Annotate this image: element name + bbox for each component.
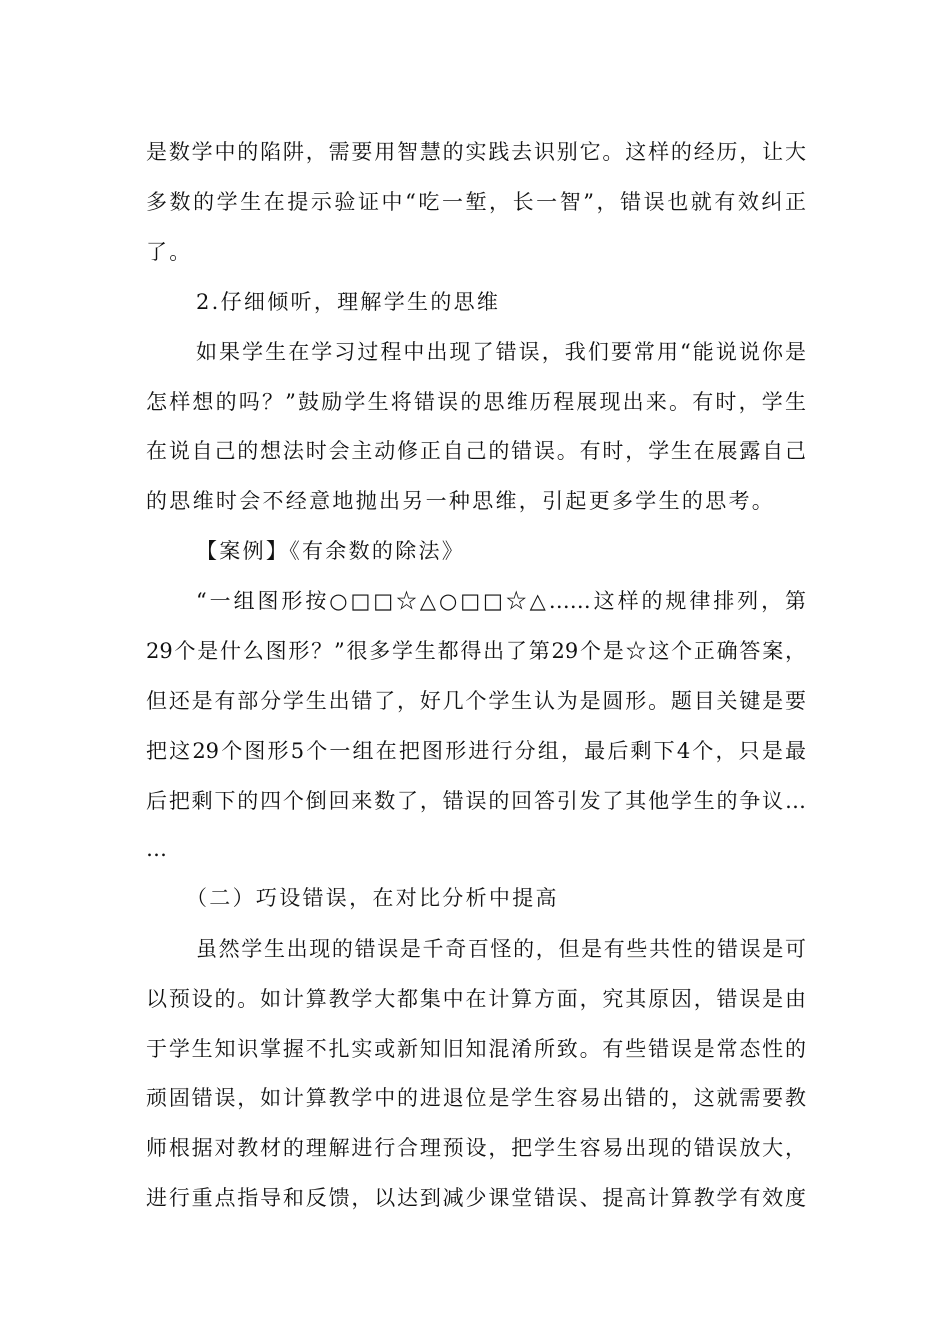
body-text-line: 多数的学生在提示验证中“吃一堑，长一智”，错误也就有效纠正 xyxy=(146,190,806,214)
case-heading: 【案例】《有余数的除法》 xyxy=(196,539,466,563)
body-text-line: 但还是有部分学生出错了，好几个学生认为是圆形。题目关键是要 xyxy=(146,689,806,713)
body-text-line: 于学生知识掌握不扎实或新知旧知混淆所致。有些错误是常态性的 xyxy=(146,1037,806,1061)
body-text-line: 如果学生在学习过程中出现了错误，我们要常用“能说说你是 xyxy=(196,340,806,364)
section-heading: （二）巧设错误，在对比分析中提高 xyxy=(186,886,559,910)
body-text-line: 的思维时会不经意地抛出另一种思维，引起更多学生的思考。 xyxy=(146,489,776,513)
body-text-line: 以预设的。如计算教学大都集中在计算方面，究其原因，错误是由 xyxy=(146,987,806,1011)
body-text-line: 在说自己的想法时会主动修正自己的错误。有时，学生在展露自己 xyxy=(146,439,806,463)
body-text-line: 是数学中的陷阱，需要用智慧的实践去识别它。这样的经历，让大 xyxy=(146,140,806,164)
body-text-line: 顽固错误，如计算教学中的进退位是学生容易出错的，这就需要教 xyxy=(146,1086,806,1110)
body-text-line: … xyxy=(146,837,170,861)
body-text-line: 了。 xyxy=(146,240,193,264)
body-text-line: “一组图形按○□□☆△○□□☆△……这样的规律排列，第 xyxy=(196,589,806,613)
body-text-line: 后把剩下的四个倒回来数了，错误的回答引发了其他学生的争议… xyxy=(146,789,806,813)
body-text-line: 29个是什么图形？”很多学生都得出了第29个是☆这个正确答案， xyxy=(146,639,806,663)
body-text-line: 怎样想的吗？”鼓励学生将错误的思维历程展现出来。有时，学生 xyxy=(146,390,806,414)
body-text-line: 进行重点指导和反馈，以达到减少课堂错误、提高计算教学有效度 xyxy=(146,1186,806,1210)
section-heading: 2.仔细倾听，理解学生的思维 xyxy=(196,290,501,314)
body-text-line: 师根据对教材的理解进行合理预设，把学生容易出现的错误放大， xyxy=(146,1136,806,1160)
body-text-line: 虽然学生出现的错误是千奇百怪的，但是有些共性的错误是可 xyxy=(196,937,806,961)
body-text-line: 把这29个图形5个一组在把图形进行分组，最后剩下4个，只是最 xyxy=(146,739,806,763)
